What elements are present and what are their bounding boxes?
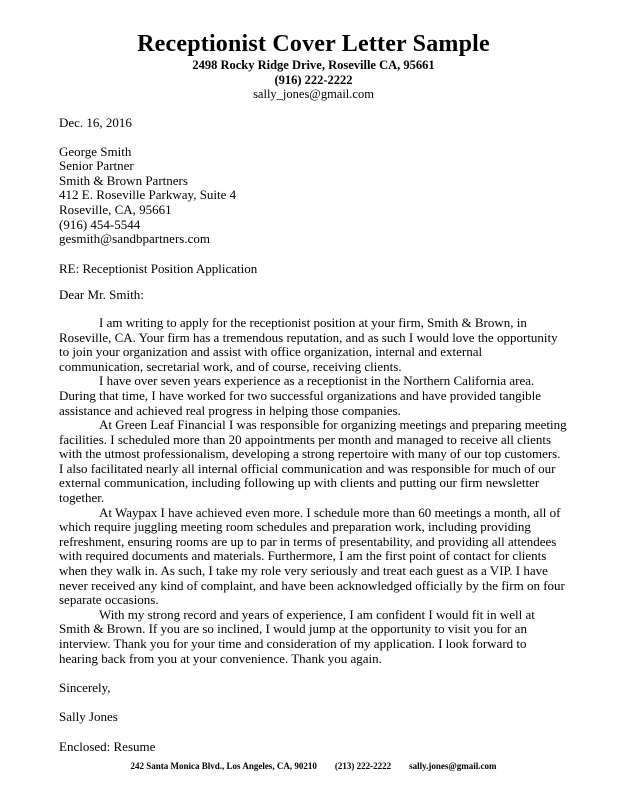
letterhead bbox=[0, 0, 627, 102]
recipient-email: gesmith@sandbpartners.com bbox=[59, 231, 210, 247]
recipient-name: George Smith bbox=[59, 143, 132, 159]
enclosure-line: Enclosed: Resume bbox=[59, 738, 156, 754]
paragraph: With my strong record and years of experience, I am confident I would fit in well at Smith & Brown. If you are so inclined, I would jump at the opportunity to visit you for an interview. Thank you for your time and consideration of my application. I look forward to hearing back from you at your convenience. Thank you again. bbox=[59, 606, 535, 666]
recipient-city: Roseville, CA, 95661 bbox=[59, 201, 172, 217]
letterhead-email: sally_jones@gmail.com bbox=[253, 87, 374, 101]
recipient-phone: (916) 454-5544 bbox=[59, 216, 141, 232]
letterhead-phone: (916) 222-2222 bbox=[274, 72, 353, 87]
recipient-company: Smith & Brown Partners bbox=[59, 172, 188, 188]
recipient-block bbox=[59, 145, 567, 247]
footer-address: 242 Santa Monica Blvd., Los Angeles, CA, 90210 bbox=[130, 761, 317, 771]
paragraph: I have over seven years experience as a receptionist in the Northern California area. During that time, I have worked for two successful organizations and have provided tangible assistance and achieved real progress in helping those companies. bbox=[59, 373, 542, 418]
paragraph: At Waypax I have achieved even more. I schedule more than 60 meetings a month, all of which require juggling meeting room schedules and preparation work, including providing refreshment, ensuring rooms are up to par in terms of presentability, and providing all attendees with required documents and materials. Furthermore, I am the first point of contact for clients when they walk in. As such, I take my role very seriously and treat each guest as a VIP. I have never received any kind of complaint, and have been acknowledged officially by the firm on four separate occasions. bbox=[59, 504, 565, 608]
recipient-street: 412 E. Roseville Parkway, Suite 4 bbox=[59, 187, 237, 203]
salutation: Dear Mr. Smith: bbox=[59, 287, 144, 303]
subject-line: RE: Receptionist Position Application bbox=[59, 260, 258, 276]
footer-phone: (213) 222-2222 bbox=[334, 761, 392, 771]
letter-content bbox=[59, 116, 567, 755]
date-line: Dec. 16, 2016 bbox=[59, 114, 132, 130]
footer-email: sally.jones@gmail.com bbox=[409, 761, 497, 771]
page-title: Receptionist Cover Letter Sample bbox=[137, 31, 490, 57]
letterhead-address: 2498 Rocky Ridge Drive, Roseville CA, 95661 bbox=[192, 58, 435, 72]
body-paragraphs bbox=[59, 316, 567, 666]
valediction: Sincerely, bbox=[59, 679, 111, 695]
paragraph: I am writing to apply for the receptionist position at your firm, Smith & Brown, in Roseville, CA. Your firm has a tremendous reputation, and as such I would love the opportunity to join your organization and assist with office organization, internal and external communication, secretarial work, and of course, receiving clients. bbox=[59, 314, 558, 374]
signature-name: Sally Jones bbox=[59, 709, 118, 725]
paragraph: At Green Leaf Financial I was responsible for organizing meetings and preparing meeting facilities. I scheduled more than 20 appointments per month and managed to receive all clients with the utmost professionalism, developing a strong repertoire with many of our top customers. I also facilitated nearly all internal official communication and was responsible for much of our external communication, including following up with clients and putting our firm newsletter together. bbox=[59, 417, 567, 506]
recipient-title: Senior Partner bbox=[59, 158, 134, 174]
page-footer bbox=[0, 761, 627, 772]
